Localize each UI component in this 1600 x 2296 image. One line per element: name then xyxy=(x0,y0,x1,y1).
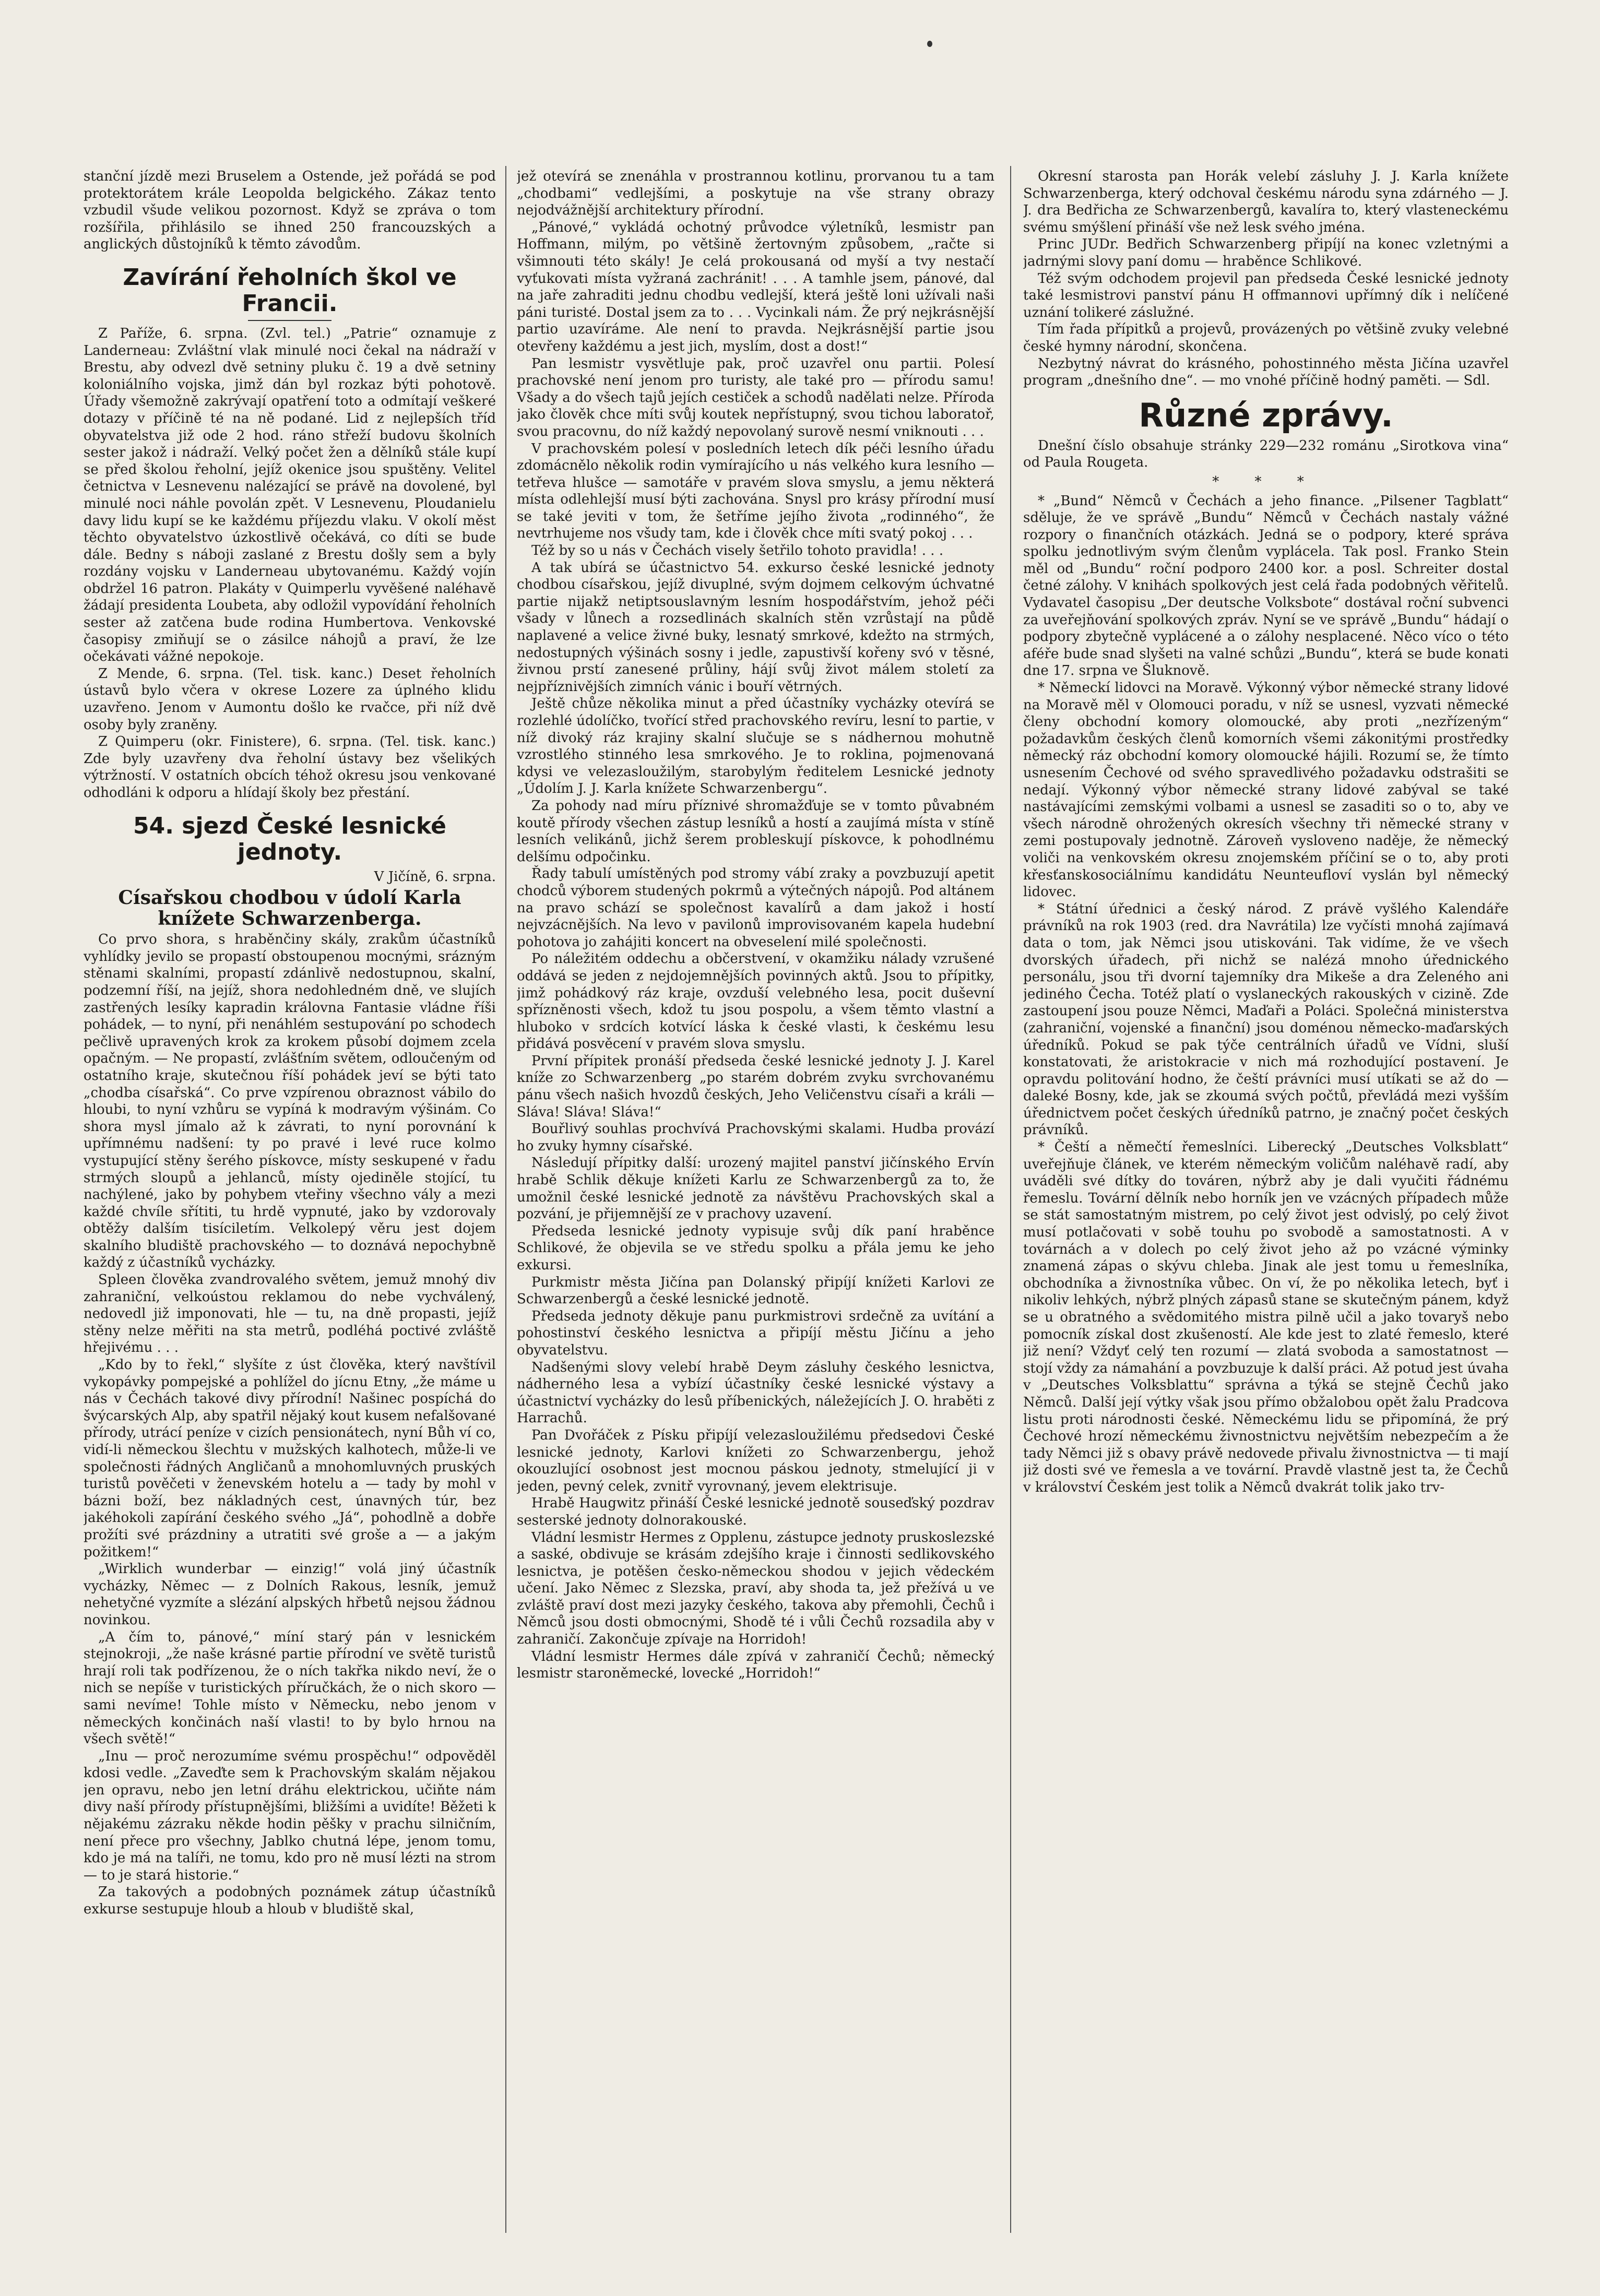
column-rule xyxy=(1010,166,1011,2233)
article-heading: 54. sjezd České lesnické jednoty. xyxy=(133,812,446,865)
column-left xyxy=(84,168,496,2235)
paragraph: Spleen člověka zvandrovalého světem, jemuž mnohý div zahraniční, velkoústou reklamou do nebe vychválený, nedovedl již imponovati, hle — tu, na dně propasti, jejíž stěny nelze měřiti na sta metrů, podléhá poctivé zvláště hřejivému . . . xyxy=(84,1272,496,1356)
paragraph: Hrabě Haugwitz přináší České lesnické jednotě souseďský pozdrav sesterské jednoty dolnorakouské. xyxy=(517,1495,994,1528)
heading-rule xyxy=(248,320,331,321)
paragraph: Bouřlivý souhlas prochvívá Prachovskými skalami. Hudba provází ho zvuky hymny císařské. xyxy=(517,1121,994,1154)
paragraph: Též svým odchodem projevil pan předseda České lesnické jednoty také lesmistrovi panství pánu H offmannovi upřímný dík i nelíčené uznání tolikeré záslužné. xyxy=(1023,270,1509,320)
news-item: * Německí lidovci na Moravě. Výkonný výbor německé strany lidové na Moravě měl v Olomouci poradu, v níž se usnesl, vyzvati německé členy obchodní komory olomoucké, aby proti „nezřízeným“ požadavkům českých členů komorních všemi zákonitými prostředky německý ráz obchodní komory olomoucké hájili. Rozumí se, že tímto usnesením Čechové od svého spravedlivého požadavku odstrašiti se nedají. Výkonný výbor německé strany lidové zabýval se také nastávajícími zemskými volbami a usnesl se zasaditi so o to, aby ve všech národně ohrožených okresích všechny tři německé strany v zemi postupovaly jednotně. Zároveň vysloveno naděje, že německý voliči na venkovském okresu znojemském příčiní se o to, aby proti křesťanskosociálnímu kandidátu Neunteufloví vyslán byl německý lidovec. xyxy=(1023,680,1509,900)
column-right xyxy=(1023,168,1509,2235)
paragraph: Z Quimperu (okr. Finistere), 6. srpna. (Tel. tisk. kanc.) Zde byly uzavřeny dva řeholní ústavy bez všelikých výtržností. V ostatních obcích téhož okresu jsou venkované odhodláni k odporu a hlídají školy bez přestání. xyxy=(84,734,496,801)
paragraph: Předseda lesnické jednoty vypisuje svůj dík paní hraběnce Schlikové, že objevila se ve středu spolku a přála jemu ke jeho exkursi. xyxy=(517,1223,994,1273)
paragraph: Předseda jednoty děkuje panu purkmistrovi srdečně za uvítání a pohostinství českého lesnictva a připíjí městu Jičínu a jeho obyvatelstvu. xyxy=(517,1308,994,1358)
notice: Dnešní číslo obsahuje stránky 229—232 románu „Sirotkova vina“ od Paula Rougeta. xyxy=(1023,437,1509,471)
section-heading: Různé zprávy. xyxy=(1139,396,1393,434)
paragraph: Z Mende, 6. srpna. (Tel. tisk. kanc.) Deset řeholních ústavů bylo včera v okrese Lozere za úplného klidu uzavřeno. Jenom v Aumontu došlo ke rvačce, při níž dvě osoby byly zraněny. xyxy=(84,665,496,733)
paragraph: A tak ubírá se účastnictvo 54. exkurso české lesnické jednoty chodbou císařskou, jejíž divuplné, svým dojmem celkovým úchvatné partie nijakž netiptsouslavným lesním hospodářstvím, jehož péči všady v lůnech a rozsedlinách skalních stěn vzrůstají na půdě naplavené a velice živné buky, lesnatý smrkové, kdežto na strmých, nedostupných výšinách sosny i jedle, zapustivší kořeny svó v těsné, živnou prstí zanesené průliny, hájí svůj život málem století za nejpříznivějších zimních vánic i bouří větrných. xyxy=(517,560,994,695)
article-subheading: Císařskou chodbou v údolí Karla knížete Schwarzenberga. xyxy=(118,887,461,930)
paragraph: „A čím to, pánové,“ míní starý pán v lesnickém stejnokroji, „že naše krásné partie přírodní ve světě turistů hrají roli tak podřízenou, že o ních takřka nikdo neví, že o nich se nepíše v turistických příručkách, že o nich skoro — sami nevíme! Tohle místo v Německu, nebo jenom v německých končinách naší vlasti! to by bylo hrnou na všech světě!“ xyxy=(84,1629,496,1747)
paragraph: Též by so u nás v Čechách visely šetřilo tohoto pravidla! . . . xyxy=(531,543,944,559)
paragraph: První přípitek pronáší předseda české lesnické jednoty J. J. Karel kníže zo Schwarzenberg „po starém dobrém zvyku svrchovanému pánu všech našich hvozdů českých, Jeho Veličenstvu císaři a králi — Sláva! Sláva! Sláva!“ xyxy=(517,1053,994,1120)
paragraph: Pan lesmistr vysvětluje pak, proč uzavřel onu partii. Polesí prachovské není jenom pro turisty, ale také pro — přírodu samu! Všady a do všech tajů jejích cestiček a schodů nadělati nelze. Příroda jako člověk chce míti svůj koutek nepřístupný, svou tichou laboratoř, svou pracovnu, do níž každý nepovolaný surově nesmí vniknouti . . . xyxy=(517,355,994,439)
asterism: * * * xyxy=(1212,473,1320,490)
paragraph: Vládní lesmistr Hermes z Opplenu, zástupce jednoty pruskoslezské a saské, obdivuje se krásám zdejšího kraje i činnosti sedlikovského lesnictva, je potěšen česko-německou shodou v jejich vědeckém učení. Jako Němec z Slezska, praví, aby shoda ta, jež přežívá u ve zvláště praví dost mezi jazyky českého, takova aby přemohli, Čechů i Němců jsou dosti obmocnými, Shodě té i vůli Čechů rozsadila aby v zahraničí. Zakončuje zpívaje na Horridoh! xyxy=(517,1529,994,1648)
paragraph: Tím řada přípitků a projevů, provázených po většině zvuky velebné české hymny národní, skončena. xyxy=(1023,322,1509,354)
paragraph: Řady tabulí umístěných pod stromy vábí zraky a povzbuzují apetit chodců výborem studených pokrmů a výtečných nápojů. Pod altánem na pravo schází se společnost kavalírů a dam jakož i hostí nejvzácnějších. Na levo v pavilonů improvisovaném kapela hudební pohotova jo zahájiti koncert na obveselení milé společnosti. xyxy=(517,866,994,950)
ink-dot xyxy=(927,41,932,47)
paragraph: Po náležitém oddechu a občerstvení, v okamžiku nálady vzrušené oddává se jeden z nejdojemnějších povinných aktů. Jsou to přípitky, jimž pohádkový ráz kraje, ovzduší velebného lesa, pocit duševní spřízněnosti všech, kdož tu jsou pospolu, a všem těmto vlastní a hluboko v srdcích kotvící láska k české vlasti, k českému lesu přidává posvěcení v pravém slova smyslu. xyxy=(517,951,994,1052)
paragraph: „Wirklich wunderbar — einzig!“ volá jiný účastník vycházky, Němec — z Dolních Rakous, lesník, jemuž nehetyčné vyzmíte a slézání alpských hřbetů nejsou žádnou novinkou. xyxy=(84,1561,496,1628)
news-item: * Státní úřednici a český národ. Z právě vyšlého Kalendáře právníků na rok 1903 (red. dra Navrátila) lze vyčísti mnohá zajímavá data o tom, jak Němci jsou utiskováni. Tak vidíme, že ve všech dvorských úřadech, při nichž se nalézá mnoho úřednického personálu, jsou tři dvorní tajemníky dra Mikeše a dra Zeleného ani jediného Čecha. Totéž platí o vyslaneckých rakouských v cizině. Zde zastoupení jsou pouze Němci, Maďaři a Poláci. Společná ministerstva (zahraniční, vojenské a finanční) jsou doménou německo-maďarských úředníků. Pokud se pak týče centrálních úřadů ve Vídni, sluší konstatovati, že aristokracie v nich má rozhodující postavení. Je opravdu politování hodno, že čeští právníci musí utíkati se až do — daleké Bosny, kde, jak se zkoumá svých počtů, převládá mezi vyšším úřednictvem počet českých úředníků patrno, je značný počet českých právníků. xyxy=(1023,901,1509,1138)
paragraph: „Kdo by to řekl,“ slyšíte z úst člověka, který navštívil vykopávky pompejské a pohlížel do jícnu Etny, „že máme u nás v Čechách takové divy přírodní! Našinec pospíchá do švýcarských Alp, aby spatřil nějaký kout kusem nefalšované přírody, utrácí peníze v cizích pensionátech, nyní Bůh ví co, vidí-li německou šlechtu v mužských kalhotech, může-li ve společnosti řádných Angličanů a mnohomluvných pruských turistů pověčeti v ženevském hotelu a — tady by mohl v bázni boží, bez nákladných cest, únavných túr, bez jakéhokoli zapírání českého svého „Já“, pohodlně a dobře prožíti své prázdniny a utratiti své groše a — a jakým požitkem!“ xyxy=(84,1357,496,1560)
paragraph: Pan Dvořáček z Písku připíjí velezasloužilému předsedovi České lesnické jednoty, Karlovi knížeti zo Schwarzenbergu, jehož okouzlující osobnost jest mocnou páskou jednoty, stmelující ji v jeden, pevný celek, zvnitř vyrovnaný, jevem elektrisuje. xyxy=(517,1427,994,1494)
paragraph: Nezbytný návrat do krásného, pohostinného města Jičína uzavřel program „dnešního dne“. — mo vnohé příčině hodný paměti. — Sdl. xyxy=(1023,355,1509,389)
paragraph: V prachovském polesí v posledních letech dík péči lesního úřadu zdomácnělo několik rodin vymírajícího u nás velkého kura lesního — tetřeva hlušce — samotáře v pravém slova smyslu, a jemu některá místa odlehlejší musí býti zachována. Snysl pro krásy přírodní musí se také jeviti v tom, že šetříme jejího života „rodinného“, že nevtrhujeme nos všudy tam, kde i člověk chce míti svatý pokoj . . . xyxy=(517,441,994,542)
column-rule xyxy=(505,166,506,2233)
news-item: * Čeští a němečtí řemeslníci. Liberecký „Deutsches Volksblatt“ uveřejňuje článek, ve kterém německým voličům naléhavě radí, aby uváděli své dítky do továren, nýbrž aby je dali vyučiti řádnému řemeslu. Tovární dělník nebo horník jen ve vzácných případech může se stát samostatným mistrem, po celý život jest odvislý, po celý život musí potlačovati v sobě touhu po svobodě a samostatnosti. A v továrnách a v dolech po celý život jeho až po vzácné výminky znamená zápas o skývu chleba. Jinak ale jest tomu u řemeslníka, obchodníka a živnostníka vůbec. On ví, že po několika letech, byť i nikoliv lehkých, nýbrž plných zápasů stane se skutečným pánem, když se u obratného a svědomitého mistra pilně učil a jako tovaryš nebo pomocník získal dost zkušeností. Ale kde jest to zlaté řemeslo, které již není? Vždyť celý ten rozumí — zlatá svoboda a samostatnost — stojí vždy za námahání a povzbuzuje k další práci. Až potud jest úvaha v „Deutsches Volksblattu“ správna a týká se stejně Čechů jako Němců. Další její výtky však jsou přímo obžalobou opět žalu Pradcova listu proti národnosti české. Německému lidu se připomíná, že prý Čechové hrozí německému živnostnictvu největším nebezpečím a že tady Němci již s obavy právě nedovede přivalu živnostnictva — ti mají již dosti své ve řemesla a ve tovární. Pravdě vlastně jest ta, že Čechů v království Českém jest tolik a Němců dvakrát tolik jako trv- xyxy=(1023,1139,1509,1495)
article-heading: Zavírání řeholních škol ve Francii. xyxy=(123,264,457,317)
paragraph: Co prvo shora, s hraběnčiny skály, zrakům účastníků vyhlídky jevilo se propastí obstoupenou mocnými, srázným stěnami skalními, propastí zdánlivě nedostupnou, skalní, podzemní říší, na jejíž, shora nedohledném dně, ve slujích zastřených lesíky kapradin královna Fantasie vládne říši pohádek, — to nyní, při nenáhlém sestupování po schodech pečlivě upravených krok za krokem působí dojmem zcela opačným. — Ne propastí, zvlášťním světem, odloučeným od ostatního kraje, skutečnou říší pohádek jeví se býti tato „chodba císařská“. Co prve vzpírenou obraznost vábilo do hloubi, to nyní vzhůru se vypíná k modravým výšinám. Co shora mysl jímalo až k závrati, to nyní porovnání k upřímnému nadšení: ty po pravé i levé ruce kolmo vystupující stěny šerého pískovce, místy seskupené v řadu strmých sloupů a jehlanců, místy ojediněle stojící, tu nachýlené, jako by pohybem vteřiny všechno vály a mezi každé chvíle sřítiti, tu hrdě vypnuté, jako by vzdorovaly obtěžy dalším tisíciletím. Velkolepý věru jest dojem skalního bludiště prachovského — to doznává nepochybně každý z účastníků vycházky. xyxy=(84,932,496,1271)
paragraph: Ještě chůze několika minut a před účastníky vycházky otevírá se rozlehlé údolíčko, tvořící střed prachovského revíru, lesní to partie, v níž divoký ráz krajiny skalní slučuje se s nádhernou mohutně vzrostlého stinného lesa smrkového. Je to roklina, pojmenovaná kdysi ve velezasloužilým, starobylým ředitelem Lesnické jednoty „Údolím J. J. Karla knížete Schwarzenbergu“. xyxy=(517,696,994,797)
paragraph: „Pánové,“ vykládá ochotný průvodce výletníků, lesmistr pan Hoffmann, milým, po většině žertovným způsobem, „račte si všimnouti této skály! Je celá prokousaná od myší a tvy nestačí vyťukovati místa vyžraná zachránit! . . . A tamhle jsem, pánové, dal na jaře zahraditi jednu chodbu vedlejší, která ještě loni užívali naši páni turisté. Dostal jsem za to . . . Vycinkali nám. Že prý nejkrásnější partio uzavíráme. Ale není to pravda. Nejkrásnější partie jsou otevřeny každému a jest jich, myslím, dost a dost!“ xyxy=(517,219,994,354)
paragraph: Za takových a podobných poznámek zátup účastníků exkurse sestupuje hloub a hloub v bludiště skal, xyxy=(84,1884,496,1918)
paragraph: Purkmistr města Jičína pan Dolanský připíjí knížeti Karlovi ze Schwarzenbergů a české lesnické jednotě. xyxy=(517,1274,994,1307)
paragraph: Okresní starosta pan Horák velebí zásluhy J. J. Karla knížete Schwarzenberga, který odchoval českému národu syna zdárného — J. J. dra Bedřicha ze Schwarzenbergů, kavalíra to, který vlasteneckému svému smýšlení přináší vše než lesk svého jména. xyxy=(1023,169,1509,235)
paragraph: „Inu — proč nerozumíme svému prospěchu!“ odpověděl kdosi vedle. „Zaveďte sem k Prachovským skalám nějakou jen opravu, nebo jen letní dráhu elektrickou, učiňte nám divy naší přírody přístupnějšími, bližšími a uvidíte! Běžeti k nějakému zázraku někde hodin pěšky v prachu silničním, není přece pro všechny, Jablko chutná lépe, jenom tomu, kdo je má na talíři, ne tomu, kdo pro ně musí lézti na strom — to je stará historie.“ xyxy=(84,1748,496,1883)
article-continuation: stanční jízdě mezi Bruselem a Ostende, jež pořádá se pod protektorátem krále Leopolda belgického. Zákaz tento vzbudil všude velikou pozornost. Když se zpráva o tom rozšířila, přihlásilo se ihned 250 francouzských a anglických důstojníků k těmto závodům. xyxy=(84,169,496,253)
paragraph: Princ JUDr. Bedřich Schwarzenberg připíjí na konec vzletnými a jadrnými slovy paní domu — hraběnce Schlikové. xyxy=(1023,236,1509,269)
paragraph: Následují přípitky další: urozený majitel panství jičínského Ervín hrabě Schlik děkuje knížeti Karlu ze Schwarzenbergů za to, že umožnil české lesnické jednotě za návštěvu Prachovských skal a pozvání, je přijemnější ze v prachovy uzavení. xyxy=(517,1155,994,1222)
paragraph: Nadšenými slovy velebí hrabě Deym zásluhy českého lesnictva, nádherného lesa a vybízí účastníky české lesnické výstavy a účastnictví vycházky do lesů příbenických, náležejících J. O. hraběti z Harrachů. xyxy=(517,1359,994,1426)
column-middle xyxy=(517,168,994,2235)
news-item: * „Bund“ Němců v Čechách a jeho finance. „Pilsener Tagblatt“ sděluje, že ve správě „Bundu“ Němců v Čechách nastaly vážné rozpory o finančních otázkách. Jedná se o podpory, které správa spolku jednotlivým svým členům vyplácela. Tak posl. Franko Stein měl od „Bundu“ roční podporo 2400 kor. a posl. Schreiter dostal četné zálohy. V knihách spolkových jest celá řada podobných věřitelů. Vydavatel časopisu „Der deutsche Volksbote“ dostával roční subvenci za uveřejňování spolkových zpráv. Nyní se ve správě „Bundu“ hádají o podpory zbytečně vyplácené a o zálohy nesplacené. Něco víco o této aféře bude snad slyšeti na valné schůzi „Bundu“, která se bude konati dne 17. srpna ve Šluknově. xyxy=(1023,493,1509,679)
paragraph: Vládní lesmistr Hermes dále zpívá v zahraničí Čechů; německý lesmistr staroněmecké, lovecké „Horridoh!“ xyxy=(517,1648,994,1682)
dateline: V Jičíně, 6. srpna. xyxy=(374,869,496,885)
paragraph: Za pohody nad míru příznivé shromažďuje se v tomto půvabném koutě přírody všechen zástup lesníků a hostí a zaujímá místa v stíně lesních velikánů, jichž šerem probleskují pískovce, k pohodlnému delšímu odpočinku. xyxy=(517,798,994,865)
paragraph: Z Paříže, 6. srpna. (Zvl. tel.) „Patrie“ oznamuje z Landerneau: Zvláštní vlak minulé noci čekal na nádraží v Brestu, aby odvezl dvě setniny pluku č. 19 a dvě setniny koloniálního vojska, jimž dán byl rozkaz býti pohotově. Úřady všemožně zakrývají opatření toto a odmítají veškeré dotazy v příčině té na ně podané. Lid z nejlepších tříd obyvatelstva již ode 2 hod. ráno střeží budovu školních sester jakož i nádraží. Velký počet žen a dělníků stále kupí se před školou řeholní, jejíž okenice jsou spuštěny. Velitel četnictva v Lesnevenu nalézající se právě na dovolené, byl minulé noci náhle povolán zpět. V Lesnevenu, Ploudanielu davy lidu kupí se ke každému příjezdu vlaku. V okolí měst těchto obyvatelstvo úzkostlivě očekává, co díti se bude dále. Bedny s náboji zaslané z Brestu došly sem a byly rozdány vojsku v Landerneau ubytovanému. Každý vojín obdržel 16 patron. Plakáty v Quimperlu vyvěšené naléhavě žádají presidenta Loubeta, aby odložil vypovídání řeholních sester až zatčena bude rodina Humbertova. Venkovské časopisy zmiňují se o zásilce náhojů a praví, že lze očekávati vážné nepokoje. xyxy=(84,325,496,665)
paragraph: jež otevírá se znenáhla v prostrannou kotlinu, prorvanou tu a tam „chodbami“ vedlejšími, a poskytuje na vše strany obrazy nejodvážnější architektury přírodní. xyxy=(517,169,994,219)
